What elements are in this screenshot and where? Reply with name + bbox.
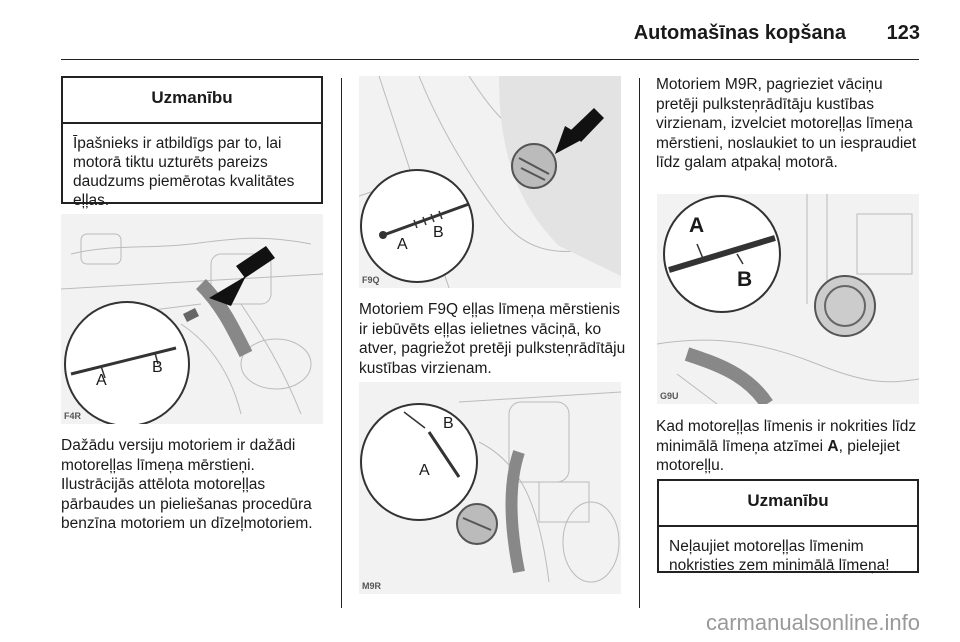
figure-label-a: A	[419, 462, 430, 479]
figure-label-b: B	[433, 224, 444, 241]
figure-m9r	[359, 382, 621, 594]
page-header-title: Automašīnas kopšana	[633, 22, 846, 44]
col2-paragraph: Motoriem F9Q eļļas līmeņa mērstienis ir iebūvēts eļļas ielietnes vāciņā, ko atver, pagriežot pretēji pulksteņrādītāju kustības virzienam.	[359, 301, 626, 377]
warning-box-title: Uzmanību	[63, 78, 321, 124]
figure-label-a: A	[689, 214, 705, 237]
figure-code: G9U	[660, 391, 679, 401]
figure-g9u	[657, 194, 919, 404]
col3-paragraph-1: Motoriem M9R, pagrieziet vāciņu pretēji pulksteņrādītāju kustības virzienam, izvelciet motoreļļas līmeņa mērstieni, noslaukiet to un iespraudiet līdz galam atpakaļ motorā.	[656, 76, 917, 171]
figure-label-a: A	[96, 372, 107, 389]
warning-box-body: Neļaujiet motoreļļas līmenim nokristies zem minimālā līmeņa!	[669, 538, 890, 574]
warning-box-title: Uzmanību	[659, 481, 917, 527]
header-rule	[61, 59, 919, 60]
warning-box-1	[61, 76, 323, 209]
figure-code: M9R	[362, 581, 382, 591]
warning-box-2	[657, 479, 919, 573]
page-number: 123	[886, 22, 920, 44]
column-divider-1	[341, 78, 342, 608]
figure-label-b: B	[152, 359, 163, 376]
level-mark-a: A	[827, 437, 839, 455]
figure-f4r	[61, 214, 323, 424]
col3-paragraph-2-tail: , pielejiet motoreļļu.	[656, 437, 900, 474]
col3-paragraph-2-text: Kad motoreļļas līmenis ir nokrities līdz minimālā līmeņa atzīmei	[656, 418, 917, 455]
figure-code: F9Q	[362, 275, 380, 285]
warning-box-body: Īpašnieks ir atbildīgs par to, lai motorā tiktu uzturēts pareizs daudzums piemērotas kvalitātes eļļas.	[73, 135, 295, 209]
figure-label-b: B	[443, 415, 454, 432]
col1-paragraph: Dažādu versiju motoriem ir dažādi motoreļļas līmeņa mērstieņi. Ilustrācijās attēlota motoreļļas pārbaudes un pieliešanas procedūra benzīna motoriem un dīzeļmotoriem.	[61, 437, 313, 532]
figure-code: F4R	[64, 411, 82, 421]
col3-paragraph-2	[656, 417, 926, 476]
column-divider-2	[639, 78, 640, 608]
figure-label-b: B	[737, 268, 753, 291]
figure-label-a: A	[397, 236, 408, 253]
watermark: carmanualsonline.info	[705, 610, 920, 635]
figure-f9q	[359, 76, 621, 288]
